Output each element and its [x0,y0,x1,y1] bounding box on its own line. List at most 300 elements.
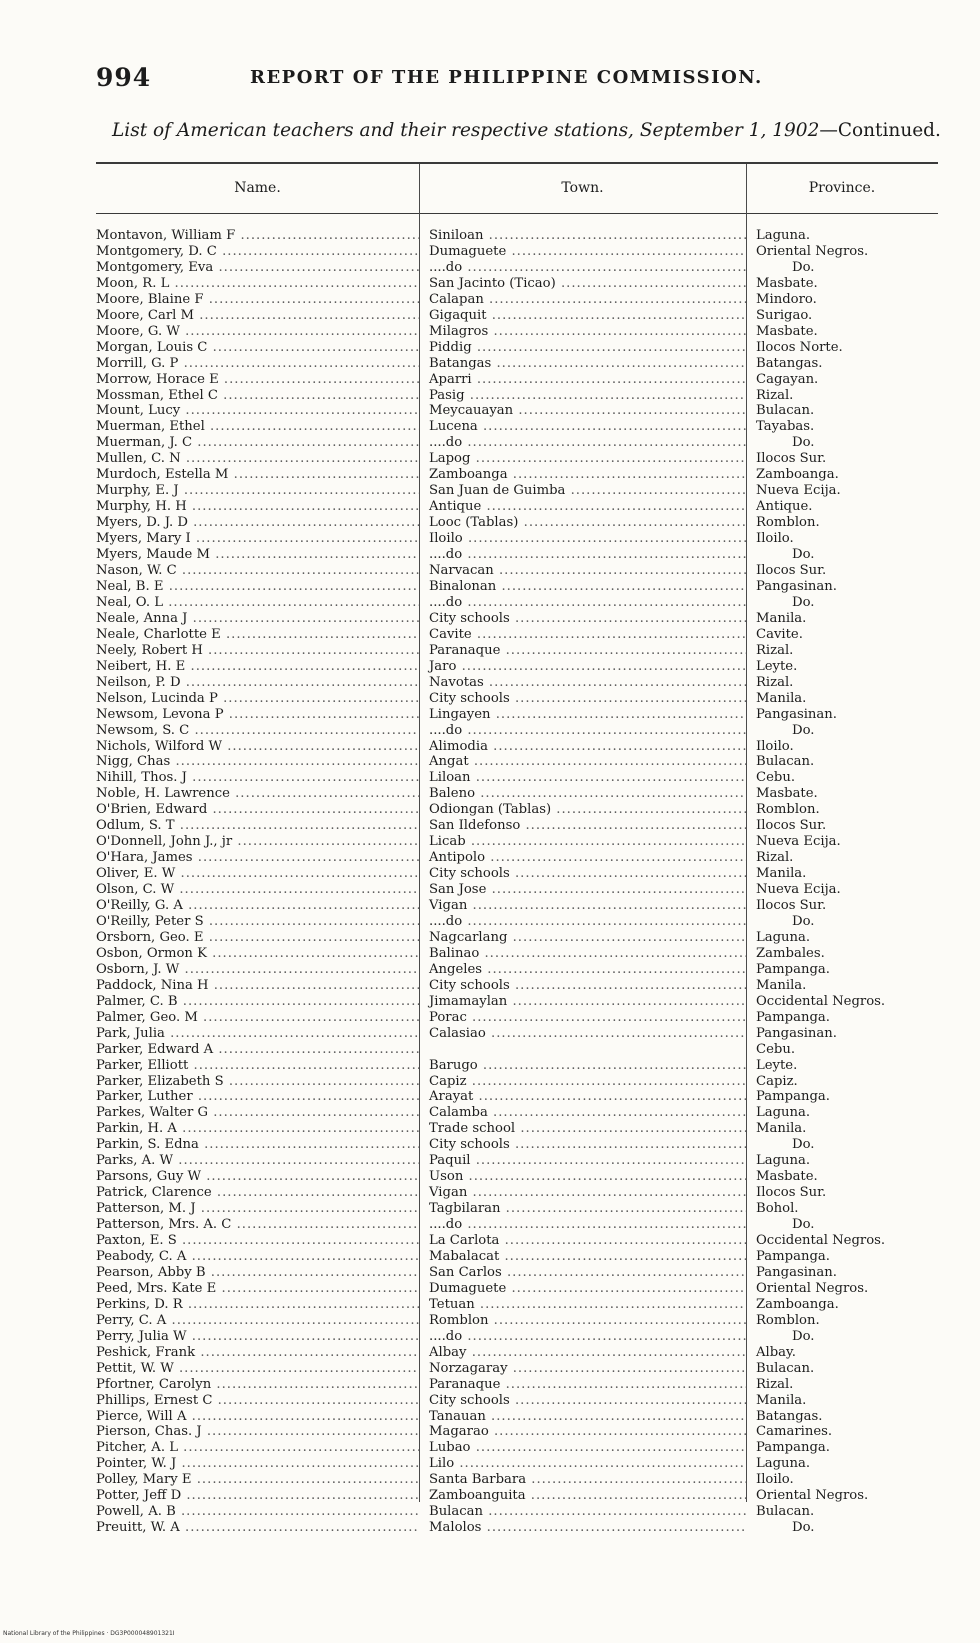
teacher-name: Parker, Elizabeth S ..... [96,1074,419,1090]
teacher-name: Perry, Julia W ..... [96,1329,419,1345]
table-row [96,994,938,1010]
table-row [96,962,938,978]
table-row [96,1042,938,1058]
teacher-name: Park, Julia ..... [96,1026,419,1042]
footer-note: National Library of the Philippines · DG3P000048901321I [3,1630,175,1637]
table-row [96,1409,938,1425]
teacher-name: Nigg, Chas ..... [96,754,419,770]
table-row [96,818,938,834]
teacher-province: Pampanga. [756,1009,830,1025]
teacher-name: Odlum, S. T ..... [96,818,419,834]
teacher-province: Laguna. [756,1105,811,1121]
teacher-town: San Jacinto (Ticao) ..... [419,276,746,292]
teacher-name: Muerman, J. C ..... [96,435,419,451]
teacher-name: Parks, A. W ..... [96,1153,419,1169]
teacher-province: Do. [792,913,815,929]
teacher-name: Paddock, Nina H ..... [96,978,419,994]
teacher-province: Tayabas. [756,419,815,435]
teacher-name: Olson, C. W ..... [96,882,419,898]
teacher-town: Cavite ..... [419,627,746,643]
table-row [96,1345,938,1361]
column-header-name: Name. [234,180,281,196]
teacher-town: Calamba ..... [419,1105,746,1121]
teacher-province: Zambales. [756,945,825,961]
teacher-town: Calapan ..... [419,292,746,308]
teacher-town: Milagros ..... [419,324,746,340]
header-rule [96,213,938,214]
teacher-name: Moore, Carl M ..... [96,308,419,324]
teacher-name: Murdoch, Estella M ..... [96,467,419,483]
table-row [96,898,938,914]
table-row [96,802,938,818]
teacher-name: Parker, Edward A ..... [96,1042,419,1058]
teacher-name: Perry, C. A ..... [96,1313,419,1329]
teacher-province: Bulacan. [756,754,815,770]
teacher-town: Zamboanga ..... [419,467,746,483]
teacher-province: Do. [792,1328,815,1344]
table-row [96,372,938,388]
teacher-province: Zamboanga. [756,1296,839,1312]
table-row [96,1281,938,1297]
teacher-town: ....do ..... [419,435,746,451]
teacher-province: Occidental Negros. [756,1233,886,1249]
teacher-town: Navotas ..... [419,675,746,691]
teacher-province: Masbate. [756,275,818,291]
table-row [96,611,938,627]
teacher-province: Laguna. [756,1456,811,1472]
teacher-town: Balinao ..... [419,946,746,962]
teacher-province: Ilocos Sur. [756,898,827,914]
teacher-province: Oriental Negros. [756,243,869,259]
table-top-rule [96,162,938,164]
teacher-name: O'Brien, Edward ..... [96,802,419,818]
teacher-town: Jaro ..... [419,659,746,675]
teacher-province: Cagayan. [756,371,819,387]
teacher-town: Siniloan ..... [419,228,746,244]
table-row [96,563,938,579]
teacher-name: Neibert, H. E ..... [96,659,419,675]
teacher-province: Pampanga. [756,961,830,977]
running-head: REPORT OF THE PHILIPPINE COMMISSION. [250,67,763,88]
table-row [96,1329,938,1345]
teacher-province: Ilocos Norte. [756,339,843,355]
table-row [96,1121,938,1137]
teacher-town: Magarao ..... [419,1424,746,1440]
table-row [96,754,938,770]
table-row [96,1185,938,1201]
teacher-province: Rizal. [756,387,794,403]
teacher-province: Laguna. [756,929,811,945]
teacher-name: Newsom, Levona P ..... [96,707,419,723]
table-row [96,978,938,994]
teacher-name: Pointer, W. J ..... [96,1456,419,1472]
teacher-name: Oliver, E. W ..... [96,866,419,882]
teacher-name: Paxton, E. S ..... [96,1233,419,1249]
table-row [96,244,938,260]
teacher-name: Neely, Robert H ..... [96,643,419,659]
teacher-province: Manila. [756,1121,807,1137]
teacher-town: Lucena ..... [419,419,746,435]
teacher-name: O'Hara, James ..... [96,850,419,866]
table-row [96,292,938,308]
teacher-name: Murphy, E. J ..... [96,483,419,499]
teacher-name: Pfortner, Carolyn ..... [96,1377,419,1393]
teacher-town: City schools ..... [419,866,746,882]
teacher-name: Peshick, Frank ..... [96,1345,419,1361]
teacher-town: Tanauan ..... [419,1409,746,1425]
teacher-town: Arayat ..... [419,1089,746,1105]
table-row [96,1504,938,1520]
table-row [96,834,938,850]
teacher-name: Neale, Anna J ..... [96,611,419,627]
teacher-town: Bulacan ..... [419,1504,746,1520]
teacher-name: Nelson, Lucinda P ..... [96,691,419,707]
teacher-town: Paranaque ..... [419,643,746,659]
teacher-province: Do. [792,547,815,563]
table-row [96,228,938,244]
teacher-name: Moore, Blaine F ..... [96,292,419,308]
teacher-province: Bulacan. [756,1360,815,1376]
teacher-town: Mabalacat ..... [419,1249,746,1265]
teacher-province: Pampanga. [756,1249,830,1264]
table-row [96,850,938,866]
teacher-town: Angat ..... [419,754,746,770]
table-row [96,308,938,324]
teacher-province: Antique. [756,499,813,515]
teacher-province: Iloilo. [756,1472,794,1488]
teacher-name: Peed, Mrs. Kate E ..... [96,1281,419,1297]
teacher-town: Dumaguete ..... [419,244,746,260]
teacher-province: Zamboanga. [756,467,839,483]
table-row [96,451,938,467]
teacher-name: Morrow, Horace E ..... [96,372,419,388]
teacher-name: Mount, Lucy ..... [96,403,419,419]
table-row [96,1201,938,1217]
table-row [96,882,938,898]
teacher-town: Zamboanguita ..... [419,1488,746,1504]
teacher-province: Mindoro. [756,291,817,307]
teacher-town: Odiongan (Tablas) ..... [419,802,746,818]
teacher-province: Bulacan. [756,403,815,419]
teacher-town: Nagcarlang ..... [419,930,746,946]
table-row [96,531,938,547]
table-row [96,467,938,483]
teacher-name: Noble, H. Lawrence ..... [96,786,419,802]
teacher-province: Pangasinan. [756,1025,837,1041]
teacher-province: Romblon. [756,802,820,818]
teacher-province: Cavite. [756,626,803,642]
teacher-town: City schools ..... [419,1137,746,1153]
teacher-name: Nihill, Thos. J ..... [96,770,419,786]
teacher-town: ....do ..... [419,547,746,563]
teacher-province: Batangas. [756,355,823,371]
teacher-province: Nueva Ecija. [756,483,841,499]
teacher-town: Lilo ..... [419,1456,746,1472]
table-row [96,1440,938,1456]
teacher-province: Occidental Negros. [756,993,886,1009]
teacher-province: Pangasinan. [756,706,837,722]
teacher-province: Rizal. [756,642,794,658]
teacher-province: Bulacan. [756,1504,815,1520]
teacher-town: Antipolo ..... [419,850,746,866]
teacher-town: Aparri ..... [419,372,746,388]
teacher-town: Lubao ..... [419,1440,746,1456]
teacher-province: Do. [792,1520,815,1536]
table-row [96,675,938,691]
teacher-town: Calasiao ..... [419,1026,746,1042]
teacher-province: Pampanga. [756,1089,830,1105]
teacher-name: Muerman, Ethel ..... [96,419,419,435]
teacher-name: Parkin, S. Edna ..... [96,1137,419,1153]
teacher-province: Surigao. [756,307,813,323]
teacher-province: Romblon. [756,1312,820,1328]
table-row [96,1026,938,1042]
teacher-name: Newsom, S. C ..... [96,723,419,739]
teacher-province: Manila. [756,1392,807,1408]
teacher-province: Leyte. [756,1057,798,1073]
teacher-name: Phillips, Ernest C ..... [96,1393,419,1409]
teacher-town: Paranaque ..... [419,1377,746,1393]
teacher-name: Parker, Luther ..... [96,1089,419,1105]
teacher-town: ....do ..... [419,1217,746,1233]
table-row [96,515,938,531]
table-row [96,324,938,340]
teacher-name: Parsons, Guy W ..... [96,1169,419,1185]
teacher-name: Nichols, Wilford W ..... [96,739,419,755]
teacher-name: Patterson, M. J ..... [96,1201,419,1217]
teacher-name: Parkes, Walter G ..... [96,1105,419,1121]
teacher-name: Montgomery, D. C ..... [96,244,419,260]
teacher-province: Leyte. [756,658,798,674]
teacher-town: Piddig ..... [419,340,746,356]
teacher-town: Looc (Tablas) ..... [419,515,746,531]
teacher-province: Do. [792,259,815,275]
teacher-province: Do. [792,1217,815,1233]
teacher-name: O'Reilly, Peter S ..... [96,914,419,930]
teacher-town: Binalonan ..... [419,579,746,595]
table-row [96,435,938,451]
table-row [96,579,938,595]
teacher-town: Meycauayan ..... [419,403,746,419]
teacher-province: Manila. [756,690,807,706]
teacher-name: Polley, Mary E ..... [96,1472,419,1488]
teacher-province: Albay. [756,1344,796,1360]
teacher-name: Perkins, D. R ..... [96,1297,419,1313]
teacher-town: Malolos ..... [419,1520,746,1536]
table-caption [112,120,942,141]
page-number: 994 [96,63,152,92]
teacher-province: Pangasinan. [756,1264,837,1280]
table-row [96,388,938,404]
teacher-name: Neale, Charlotte E ..... [96,627,419,643]
teacher-province: Nueva Ecija. [756,882,841,898]
teacher-town: Paquil ..... [419,1153,746,1169]
teacher-name: Montgomery, Eva ..... [96,260,419,276]
teacher-name: Osborn, J. W ..... [96,962,419,978]
teacher-town: Angeles ..... [419,962,746,978]
table-row [96,276,938,292]
teacher-town: San Ildefonso ..... [419,818,746,834]
teacher-name: Morgan, Louis C ..... [96,340,419,356]
teacher-name: Myers, D. J. D ..... [96,515,419,531]
column-header-province: Province. [808,180,876,196]
teacher-province: Manila. [756,610,807,626]
teacher-name: Myers, Maude M ..... [96,547,419,563]
table-row [96,659,938,675]
teacher-name: Potter, Jeff D ..... [96,1488,419,1504]
teacher-province: Do. [792,435,815,451]
teacher-province: Do. [792,594,815,610]
teacher-name: Patrick, Clarence ..... [96,1185,419,1201]
table-row [96,1169,938,1185]
teacher-town: Liloan ..... [419,770,746,786]
teacher-town: City schools ..... [419,1393,746,1409]
teacher-name: Montavon, William F ..... [96,228,419,244]
teacher-town: Iloilo ..... [419,531,746,547]
teacher-name: O'Reilly, G. A ..... [96,898,419,914]
teacher-province: Pangasinan. [756,578,837,594]
table-row [96,260,938,276]
teacher-town: ....do ..... [419,260,746,276]
teacher-name: Morrill, G. P ..... [96,356,419,372]
teacher-province: Romblon. [756,515,820,531]
teacher-name: Moon, R. L ..... [96,276,419,292]
teacher-town: San Carlos ..... [419,1265,746,1281]
teacher-province: Cebu. [756,770,796,786]
teacher-province: Cebu. [756,1041,796,1057]
teacher-province: Batangas. [756,1408,823,1424]
teacher-province: Do. [792,722,815,738]
teacher-province: Ilocos Sur. [756,451,827,467]
teacher-province: Rizal. [756,674,794,690]
table-row [96,691,938,707]
teacher-town: Dumaguete ..... [419,1281,746,1297]
table-row [96,1377,938,1393]
table-row [96,1393,938,1409]
teacher-town: Pasig ..... [419,388,746,404]
teacher-province: Camarines. [756,1424,833,1440]
teacher-province: Ilocos Sur. [756,818,827,834]
teacher-town: City schools ..... [419,978,746,994]
table-row [96,723,938,739]
teacher-province: Do. [792,1137,815,1153]
teacher-province: Laguna. [756,228,811,243]
teacher-town: Lapog ..... [419,451,746,467]
teacher-province: Oriental Negros. [756,1280,869,1296]
table-row [96,930,938,946]
teacher-name: Osbon, Ormon K ..... [96,946,419,962]
teacher-province: Masbate. [756,323,818,339]
teacher-name: Pearson, Abby B ..... [96,1265,419,1281]
table-row [96,1089,938,1105]
table-row [96,1488,938,1504]
teacher-town: Alimodia ..... [419,739,746,755]
teacher-town: City schools ..... [419,691,746,707]
teacher-name: Neilson, P. D ..... [96,675,419,691]
teacher-town: City schools ..... [419,611,746,627]
teacher-name: Orsborn, Geo. E ..... [96,930,419,946]
table-row [96,739,938,755]
teacher-town: San Juan de Guimba ..... [419,483,746,499]
table-row [96,483,938,499]
teacher-town: Lingayen ..... [419,707,746,723]
teacher-town: Vigan ..... [419,1185,746,1201]
table-row [96,1520,938,1536]
teacher-town: Licab ..... [419,834,746,850]
teacher-town: Capiz ..... [419,1074,746,1090]
table-row [96,403,938,419]
table-row [96,1010,938,1026]
teacher-name: Peabody, C. A ..... [96,1249,419,1265]
teacher-name: Powell, A. B ..... [96,1504,419,1520]
table-row [96,1297,938,1313]
teacher-province: Rizal. [756,850,794,866]
table-row [96,1265,938,1281]
teacher-province: Rizal. [756,1376,794,1392]
teacher-name: Parker, Elliott ..... [96,1058,419,1074]
teacher-town: ....do ..... [419,595,746,611]
teacher-name: Palmer, C. B ..... [96,994,419,1010]
teacher-province: Manila. [756,866,807,882]
teacher-town: Vigan ..... [419,898,746,914]
teacher-name: Mossman, Ethel C ..... [96,388,419,404]
teacher-town: Romblon ..... [419,1313,746,1329]
teacher-province: Bohol. [756,1201,799,1217]
teacher-town: Tetuan ..... [419,1297,746,1313]
table-row [96,1456,938,1472]
teacher-table-body [96,228,938,1536]
teacher-town: Baleno ..... [419,786,746,802]
table-row [96,1472,938,1488]
table-row [96,356,938,372]
table-row [96,1424,938,1440]
teacher-province: Capiz. [756,1073,798,1089]
table-row [96,1074,938,1090]
table-row [96,627,938,643]
teacher-name: Neal, O. L ..... [96,595,419,611]
teacher-town: Antique ..... [419,499,746,515]
teacher-town: La Carlota ..... [419,1233,746,1249]
table-row [96,1361,938,1377]
teacher-province: Manila. [756,977,807,993]
table-row [96,643,938,659]
teacher-town: Gigaquit ..... [419,308,746,324]
table-row [96,419,938,435]
teacher-name: Pitcher, A. L ..... [96,1440,419,1456]
teacher-name: Parkin, H. A ..... [96,1121,419,1137]
table-row [96,1249,938,1265]
table-row [96,707,938,723]
column-header-town: Town. [561,180,604,196]
teacher-name: Neal, B. E ..... [96,579,419,595]
table-row [96,1058,938,1074]
teacher-town: Norzagaray ..... [419,1361,746,1377]
teacher-province: Iloilo. [756,531,794,547]
teacher-name: Pettit, W. W ..... [96,1361,419,1377]
teacher-province: Ilocos Sur. [756,563,827,579]
teacher-town: ....do ..... [419,1329,746,1345]
teacher-name: Pierson, Chas. J ..... [96,1424,419,1440]
table-row [96,595,938,611]
teacher-town: ....do ..... [419,723,746,739]
teacher-name: Myers, Mary I ..... [96,531,419,547]
teacher-town: San Jose ..... [419,882,746,898]
table-row [96,1313,938,1329]
caption-italic: List of American teachers and their respective stations, September 1, 1902 [112,120,820,141]
table-row [96,786,938,802]
table-row [96,499,938,515]
table-row [96,1105,938,1121]
